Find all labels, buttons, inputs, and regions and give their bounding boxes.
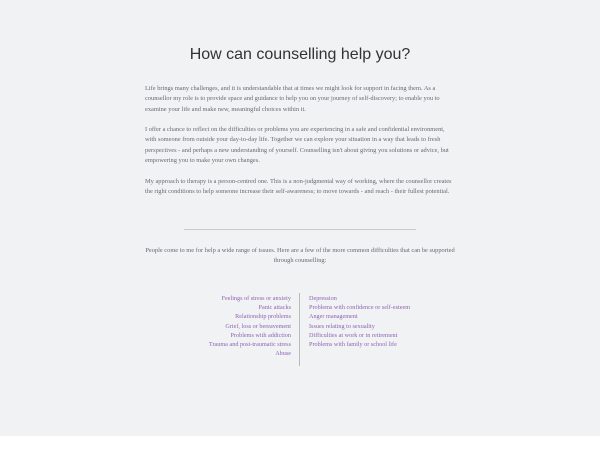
issue-link[interactable]: Anger management bbox=[309, 313, 358, 321]
issue-link[interactable]: Relationship problems bbox=[235, 313, 291, 321]
intro-paragraph: Life brings many challenges, and it is understandable that at times we might look for support in facing them. As a counsellor my role is to provide space and guidance to help you on your journey of self-discovery; to enable you to examine your life and make new, meaningful choices within it. bbox=[145, 85, 440, 113]
issue-link[interactable]: Feelings of stress or anxiety bbox=[221, 295, 291, 302]
issue-link[interactable]: Problems with family or school life bbox=[309, 341, 397, 349]
intro-paragraph: I offer a chance to reflect on the difficulties or problems you are experiencing in a safe and confidential environment, with someone from outside your day-to-day life. Together we can explore your situation in a way that leads to fresh perspectives - and perhaps a new understanding of yourself. Counselling isn't about giving you solutions or advice, but empowering you to make your own changes. bbox=[145, 126, 449, 165]
issue-link[interactable]: Trauma and post-traumatic stress bbox=[208, 341, 291, 349]
issues-list-left bbox=[151, 294, 291, 358]
issue-link[interactable]: Depression bbox=[309, 295, 337, 302]
issues-intro-text: People come to me for help a wide range of issues. Here are a few of the more common difficulties that can be supported through counselling: bbox=[145, 247, 455, 265]
issue-link[interactable]: Issues relating to sexuality bbox=[309, 322, 375, 330]
issue-link[interactable]: Abuse bbox=[275, 350, 291, 358]
column-divider bbox=[299, 293, 300, 366]
issue-link[interactable]: Problems with confidence or self-esteem bbox=[309, 304, 411, 312]
intro-text bbox=[145, 84, 457, 208]
issue-link[interactable]: Difficulties at work or in retirement bbox=[309, 331, 398, 339]
section-divider bbox=[184, 229, 416, 230]
issue-link[interactable]: Panic attacks bbox=[258, 304, 291, 312]
issue-link[interactable]: Problems with addiction bbox=[230, 331, 291, 339]
issues-list-right bbox=[309, 294, 459, 349]
issue-link[interactable]: Grief, loss or bereavement bbox=[225, 322, 291, 330]
intro-paragraph: My approach to therapy is a person-centred one. This is a non-judgmental way of working, where the counsellor creates the right conditions to help someone increase their self-awareness; to move towards - and reach - their fullest potential. bbox=[145, 177, 452, 195]
page-title: How can counselling help you? bbox=[189, 46, 411, 63]
